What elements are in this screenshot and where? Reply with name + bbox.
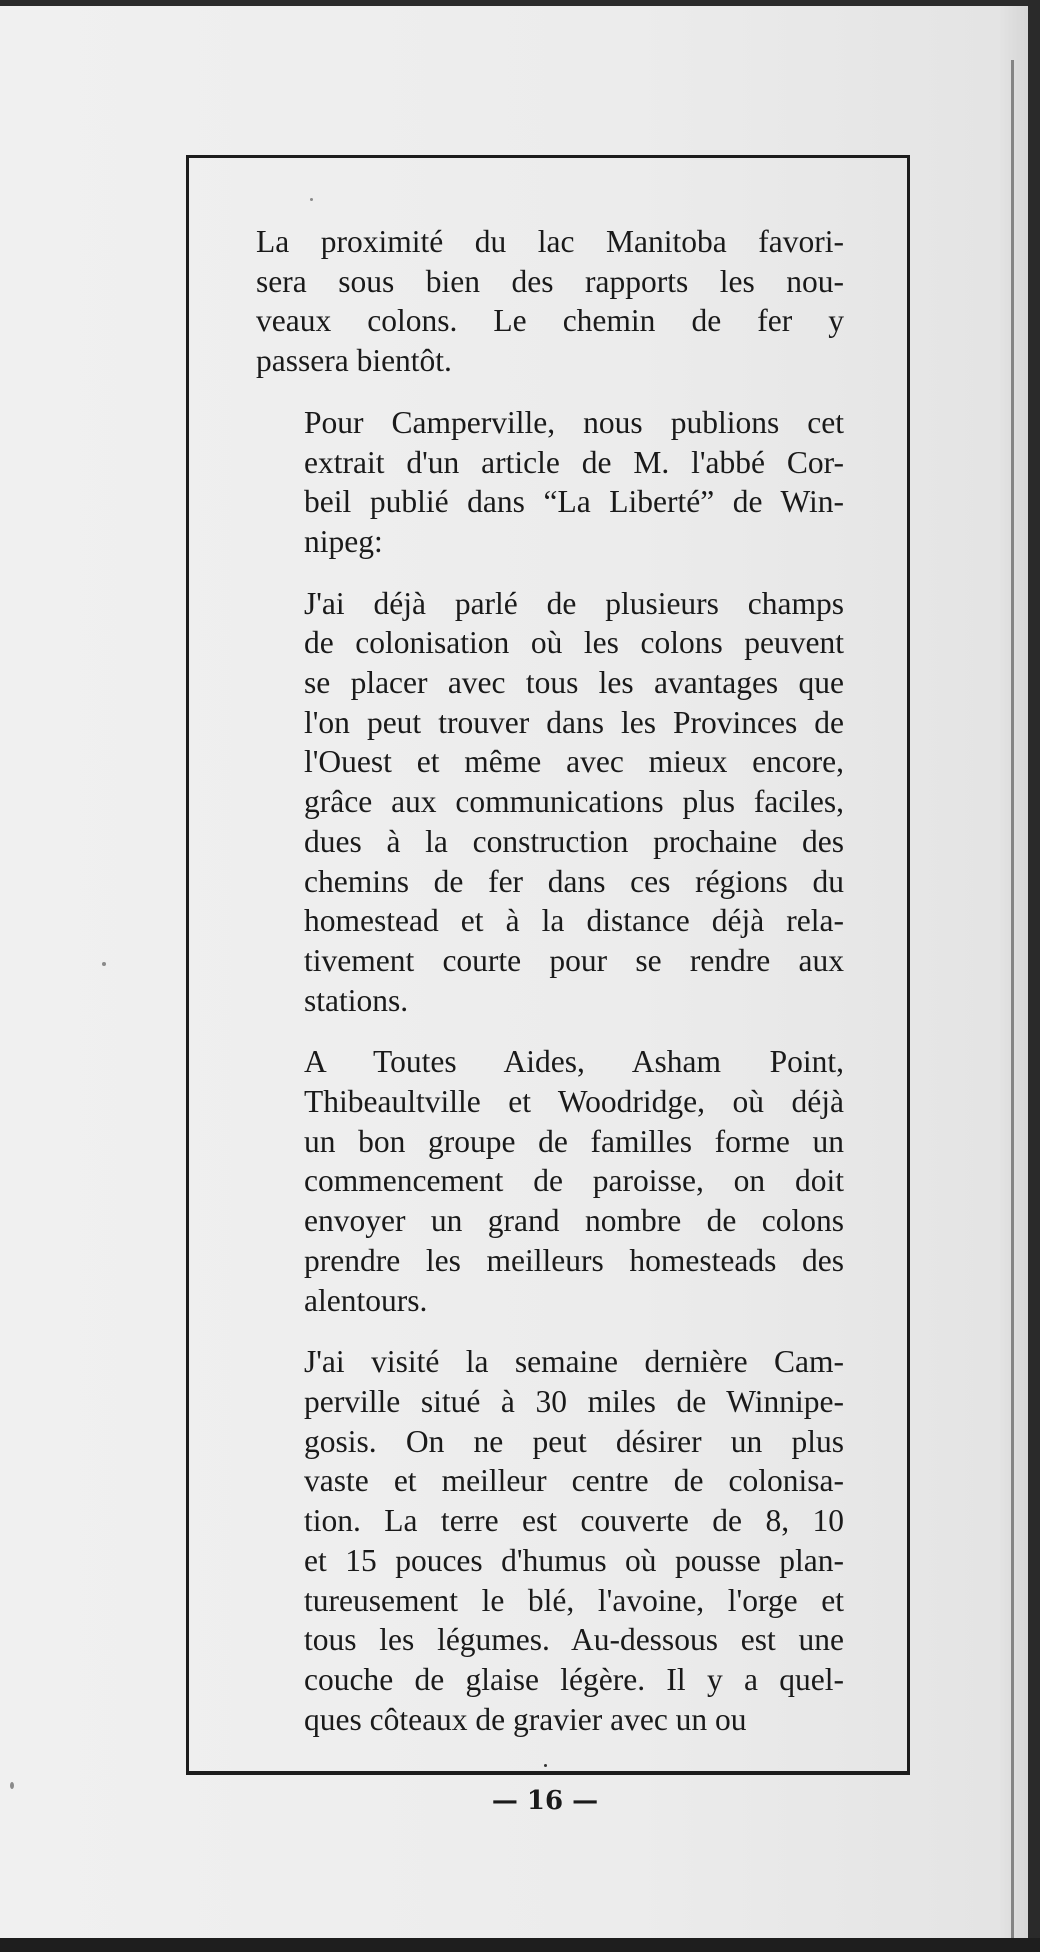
body-text [256, 222, 844, 1761]
text-line: stations. [304, 982, 409, 1018]
text-line: nipeg: [304, 523, 383, 559]
text-line: grâce aux communications plus faciles, [304, 784, 844, 820]
page-bottom-edge [0, 1938, 1040, 1952]
page-top-edge [0, 0, 1040, 6]
text-line: beil publié dans “La Liberté” de Win- [304, 484, 844, 520]
text-line: veaux colons. Le chemin de fer y [256, 303, 844, 339]
text-line: se placer avec tous les avantages que [304, 665, 844, 701]
text-line: J'ai visité la semaine dernière Cam- [304, 1344, 844, 1380]
text-line: chemins de fer dans ces régions du [304, 863, 844, 899]
paragraph [256, 1342, 844, 1739]
text-line: Thibeaultville et Woodridge, où déjà [304, 1084, 844, 1120]
text-line: tous les légumes. Au-dessous est une [304, 1622, 844, 1658]
page-fold-line [1011, 60, 1014, 1940]
text-line: La proximité du lac Manitoba favori- [256, 224, 844, 259]
paragraph [256, 1042, 844, 1320]
text-line: J'ai déjà parlé de plusieurs champs [304, 585, 844, 621]
paper-speck [102, 962, 106, 966]
text-line: couche de glaise légère. Il y a quel- [304, 1661, 844, 1697]
text-line: vaste et meilleur centre de colonisa- [304, 1463, 844, 1499]
text-line: homestead et à la distance déjà rela- [304, 903, 844, 939]
page-right-edge [1028, 0, 1040, 1952]
text-line: extrait d'un article de M. l'abbé Cor- [304, 444, 844, 480]
paper-speck [10, 1782, 14, 1789]
paragraph [256, 584, 844, 1021]
text-line: l'Ouest et même avec mieux encore, [304, 744, 844, 780]
text-line: de colonisation où les colons peuvent [304, 625, 844, 661]
paragraph [256, 403, 844, 562]
paragraph [256, 222, 844, 381]
text-line: prendre les meilleurs homesteads des [304, 1242, 844, 1278]
text-line: un bon groupe de familles forme un [304, 1123, 844, 1159]
page-number: — 16 — [491, 1786, 599, 1816]
text-line: commencement de paroisse, on doit [304, 1163, 844, 1199]
text-line: tion. La terre est couverte de 8, 10 [304, 1503, 844, 1539]
text-line: gosis. On ne peut désirer un plus [304, 1423, 844, 1459]
paper-speck [544, 1764, 547, 1767]
text-line: A Toutes Aides, Asham Point, [304, 1044, 844, 1080]
text-line: ques côteaux de gravier avec un ou [304, 1701, 747, 1737]
text-line: Pour Camperville, nous publions cet [304, 404, 844, 440]
text-line: et 15 pouces d'humus où pousse plan- [304, 1542, 844, 1578]
text-line: sera sous bien des rapports les nou- [256, 263, 844, 299]
text-line: envoyer un grand nombre de colons [304, 1203, 844, 1239]
text-line: dues à la construction prochaine des [304, 823, 844, 859]
text-line: tureusement le blé, l'avoine, l'orge et [304, 1582, 844, 1618]
text-line: tivement courte pour se rendre aux [304, 942, 844, 978]
text-line: alentours. [304, 1282, 428, 1318]
text-line: perville situé à 30 miles de Winnipe- [304, 1383, 844, 1419]
text-line: passera bientôt. [256, 343, 452, 379]
paper-speck [310, 198, 313, 201]
text-line: l'on peut trouver dans les Provinces de [304, 704, 844, 740]
